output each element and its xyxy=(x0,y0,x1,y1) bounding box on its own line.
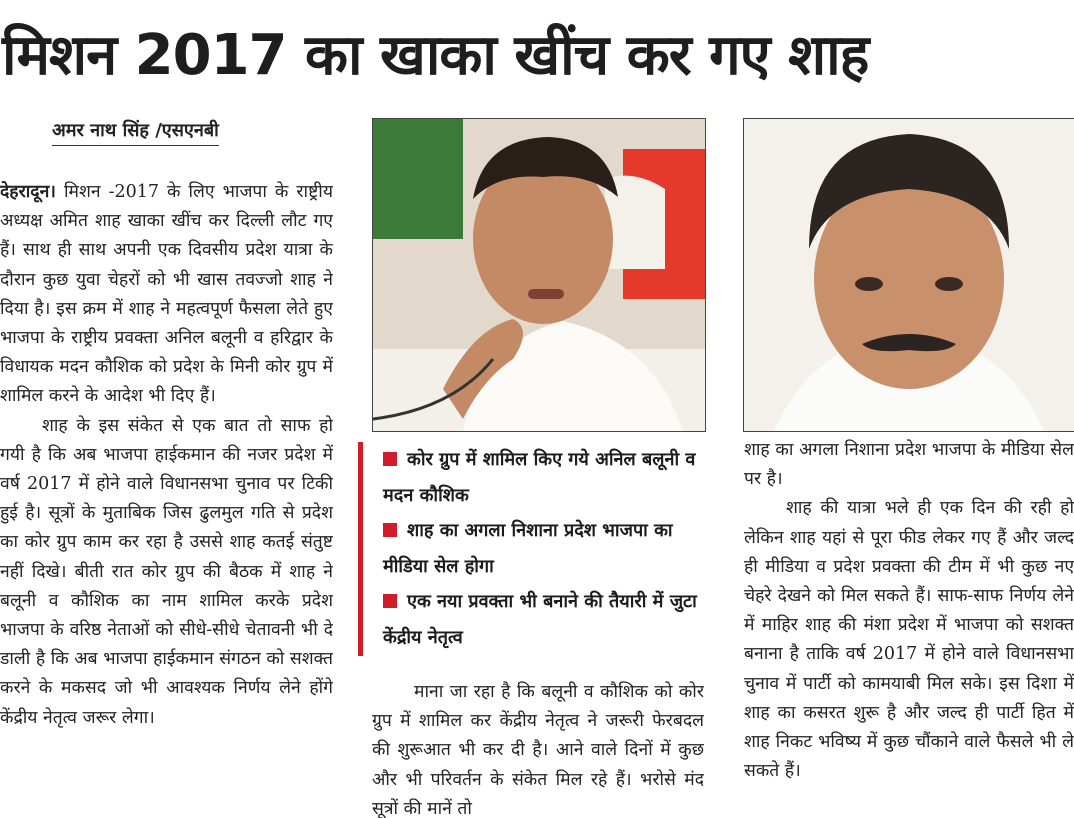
highlight-text: कोर ग्रुप में शामिल किए गये अनिल बलूनी व मदन कौशिक xyxy=(383,449,696,506)
photo-speaker xyxy=(372,118,706,432)
bullet-square-icon xyxy=(383,523,397,537)
photo-speaker-image xyxy=(373,119,705,431)
headline: मिशन 2017 का खाका खींच कर गए शाह xyxy=(2,23,869,88)
bullet-square-icon xyxy=(383,594,397,608)
paragraph-4: शाह की यात्रा भले ही एक दिन की रही हो लेकिन शाह यहां से पूरा फीड लेकर गए हैं और जल्द ही मीडिया व प्रदेश प्रवक्ता की टीम में भी कुछ नए चेहरे देखने को मिल सकते हैं। साफ-साफ निर्णय लेने में माहिर शाह की मंशा प्रदेश में भाजपा को सशक्त बनाना है ताकि वर्ष 2017 में होने वाले विधानसभा चुनाव में पार्टी को कामयाबी मिल सके। इस दिशा में शाह का कसरत शुरू है और जल्द ही पार्टी हित में शाह निकट भविष्य में कुछ चौंकाने वाले फैसले भी ले सकते हैं। xyxy=(744,498,1074,782)
paragraph-1 xyxy=(0,178,333,412)
highlight-item xyxy=(383,513,721,584)
photo-portrait-image xyxy=(744,119,1074,431)
paragraph-3: माना जा रहा है कि बलूनी व कौशिक को कोर ग्रुप में शामिल कर केंद्रीय नेतृत्व ने जरूरी फेरबदल की शुरूआत भी कर दी है। आने वाले दिनों में कुछ और भी परिवर्तन के संकेत मिल रहे हैं। भरोसे मंद सूत्रों की मानें तो xyxy=(372,682,704,818)
photo-portrait xyxy=(743,118,1074,432)
highlight-item xyxy=(383,584,721,655)
highlight-text: शाह का अगला निशाना प्रदेश भाजपा का मीडिया सेल होगा xyxy=(383,520,673,577)
bullet-square-icon xyxy=(383,452,397,466)
photo-caption: शाह का अगला निशाना प्रदेश भाजपा के मीडिया सेल पर है। xyxy=(744,440,1074,490)
article-column-1 xyxy=(0,178,333,818)
article-column-3 xyxy=(744,436,1074,818)
highlight-text: एक नया प्रवक्ता भी बनाने की तैयारी में जुटा केंद्रीय नेतृत्व xyxy=(383,591,697,648)
dateline: देहरादून। xyxy=(0,182,56,202)
byline: अमर नाथ सिंह /एसएनबी xyxy=(52,118,219,146)
paragraph-1-text: मिशन -2017 के लिए भाजपा के राष्ट्रीय अध्यक्ष अमित शाह खाका खींच कर दिल्ली लौट गए हैं। साथ ही साथ अपनी एक दिवसीय प्रदेश यात्रा के दौरान कुछ युवा चेहरों को भी खास तवज्जो शाह ने दिया है। इस क्रम में शाह ने महत्वपूर्ण फैसला लेते हुए भाजपा के राष्ट्रीय प्रवक्ता अनिल बलूनी व हरिद्वार के विधायक मदन कौशिक को प्रदेश के मिनी कोर ग्रुप में शामिल करने के आदेश भी दिए हैं। xyxy=(0,182,333,407)
paragraph-2: शाह के इस संकेत से एक बात तो साफ हो गयी है कि अब भाजपा हाईकमान की नजर प्रदेश में वर्ष 2017 में होने वाले विधानसभा चुनाव पर टिकी हुई है। सूत्रों के मुताबिक जिस ढुलमुल गति से प्रदेश का कोर ग्रुप काम कर रहा है उससे शाह कतई संतुष्ट नहीं दिखे। बीती रात कोर ग्रुप की बैठक में शाह ने बलूनी व कौशिक का नाम शामिल करके प्रदेश भाजपा के वरिष्ठ नेताओं को सीधे-सीधे चेतावनी भी दे डाली है कि अब भाजपा हाईकमान संगठन को सशक्त करने के मकसद जो भी आवश्यक निर्णय लेने होंगे केंद्रीय नेतृत्व जरूर लेगा। xyxy=(0,415,333,728)
article-column-2 xyxy=(372,678,704,818)
highlights-box xyxy=(358,442,721,656)
highlight-item xyxy=(383,442,721,513)
